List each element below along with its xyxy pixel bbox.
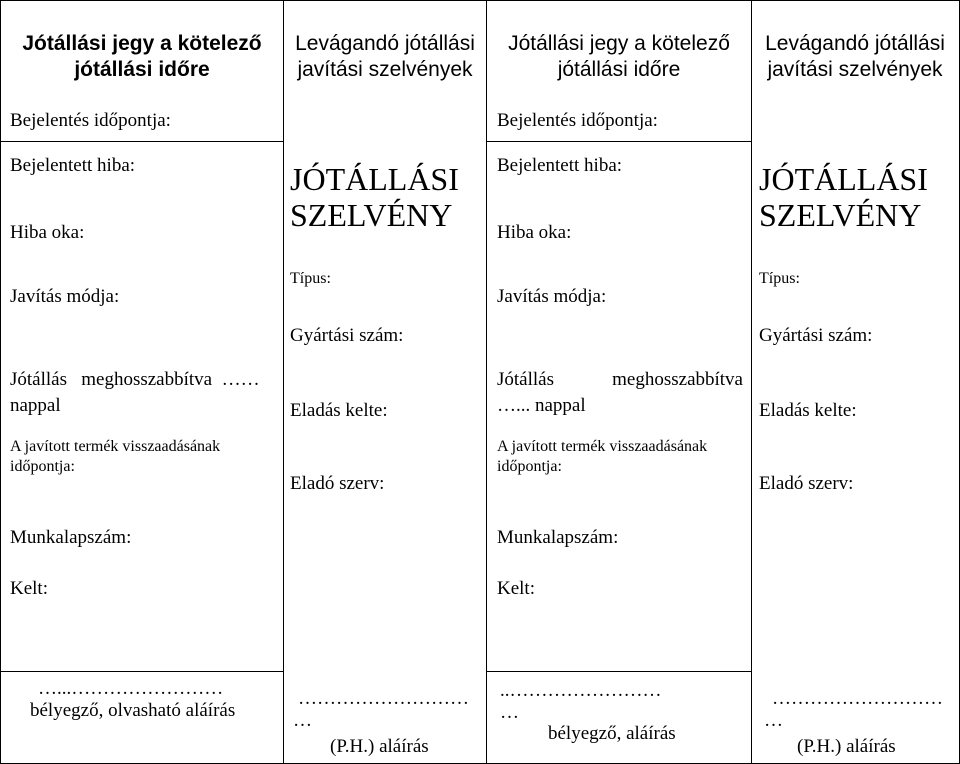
col2-signature-line-end: … (293, 710, 312, 731)
col2-szelveny-title: JÓTÁLLÁSI SZELVÉNY (290, 161, 459, 233)
col3-kelt-label: Kelt: (497, 578, 535, 599)
row-divider (0, 671, 283, 672)
col4-eladas-label: Eladás kelte: (759, 400, 857, 421)
col2-gyartasi-label: Gyártási szám: (290, 325, 404, 346)
col3-visszaadas-label: A javított termék visszaadásának időpontja: (497, 438, 708, 475)
col3-signature-line: ..…………………… (500, 680, 662, 701)
row-divider (486, 141, 751, 142)
col1-kelt-label: Kelt: (10, 578, 48, 599)
col2-signature-line: ……………………… (298, 688, 469, 709)
col3-munkalap-label: Munkalapszám: (497, 527, 619, 548)
col3-nappal-label: …... nappal (497, 395, 586, 416)
column-divider (751, 0, 752, 764)
col1-munkalap-label: Munkalapszám: (10, 527, 132, 548)
col1-signature-caption: bélyegző, olvasható aláírás (30, 700, 236, 721)
col3-heading: Jótállási jegy a kötelező jótállási időre (508, 32, 730, 81)
col2-signature-caption: (P.H.) aláírás (330, 736, 429, 757)
row-divider (0, 141, 283, 142)
col1-meghosszabbitva-label: Jótállás meghosszabbítva …… (10, 369, 260, 390)
column-divider (283, 0, 284, 764)
col3-signature-caption: bélyegző, aláírás (548, 723, 676, 744)
col2-eladas-label: Eladás kelte: (290, 400, 388, 421)
col1-bejelentes-label: Bejelentés időpontja: (10, 110, 171, 131)
col1-hiba-oka-label: Hiba oka: (10, 222, 85, 243)
col3-signature-line-end: … (500, 702, 519, 723)
col3-bejelentes-label: Bejelentés időpontja: (497, 110, 658, 131)
col4-signature-line-end: … (764, 710, 783, 731)
col4-heading: Levágandó jótállási javítási szelvények (765, 32, 945, 81)
col3-hiba-label: Bejelentett hiba: (497, 155, 623, 176)
col3-hiba-oka-label: Hiba oka: (497, 222, 572, 243)
col4-szelveny-title: JÓTÁLLÁSI SZELVÉNY (759, 161, 928, 233)
col2-elado-label: Eladó szerv: (290, 473, 385, 494)
col2-tipus-label: Típus: (290, 270, 331, 287)
col1-javitas-label: Javítás módja: (10, 286, 120, 307)
col1-visszaadas-label: A javított termék visszaadásának időpontja: (10, 438, 221, 475)
col1-heading: Jótállási jegy a kötelező jótállási időre (22, 32, 262, 81)
col4-elado-label: Eladó szerv: (759, 473, 854, 494)
column-divider (486, 0, 487, 764)
col3-javitas-label: Javítás módja: (497, 286, 607, 307)
col4-gyartasi-label: Gyártási szám: (759, 325, 873, 346)
col1-hiba-label: Bejelentett hiba: (10, 155, 136, 176)
col3-meghosszabbitva-label: Jótállás meghosszabbítva (497, 369, 743, 390)
border-top (0, 0, 960, 1)
col4-signature-line: ……………………… (772, 688, 943, 709)
col1-nappal-label: nappal (10, 395, 61, 416)
col2-heading: Levágandó jótállási javítási szelvények (295, 32, 475, 81)
col1-signature-line: …...…………………… (38, 678, 224, 699)
border-left (0, 0, 1, 764)
col4-tipus-label: Típus: (759, 270, 800, 287)
col4-signature-caption: (P.H.) aláírás (797, 736, 896, 757)
row-divider (486, 671, 751, 672)
